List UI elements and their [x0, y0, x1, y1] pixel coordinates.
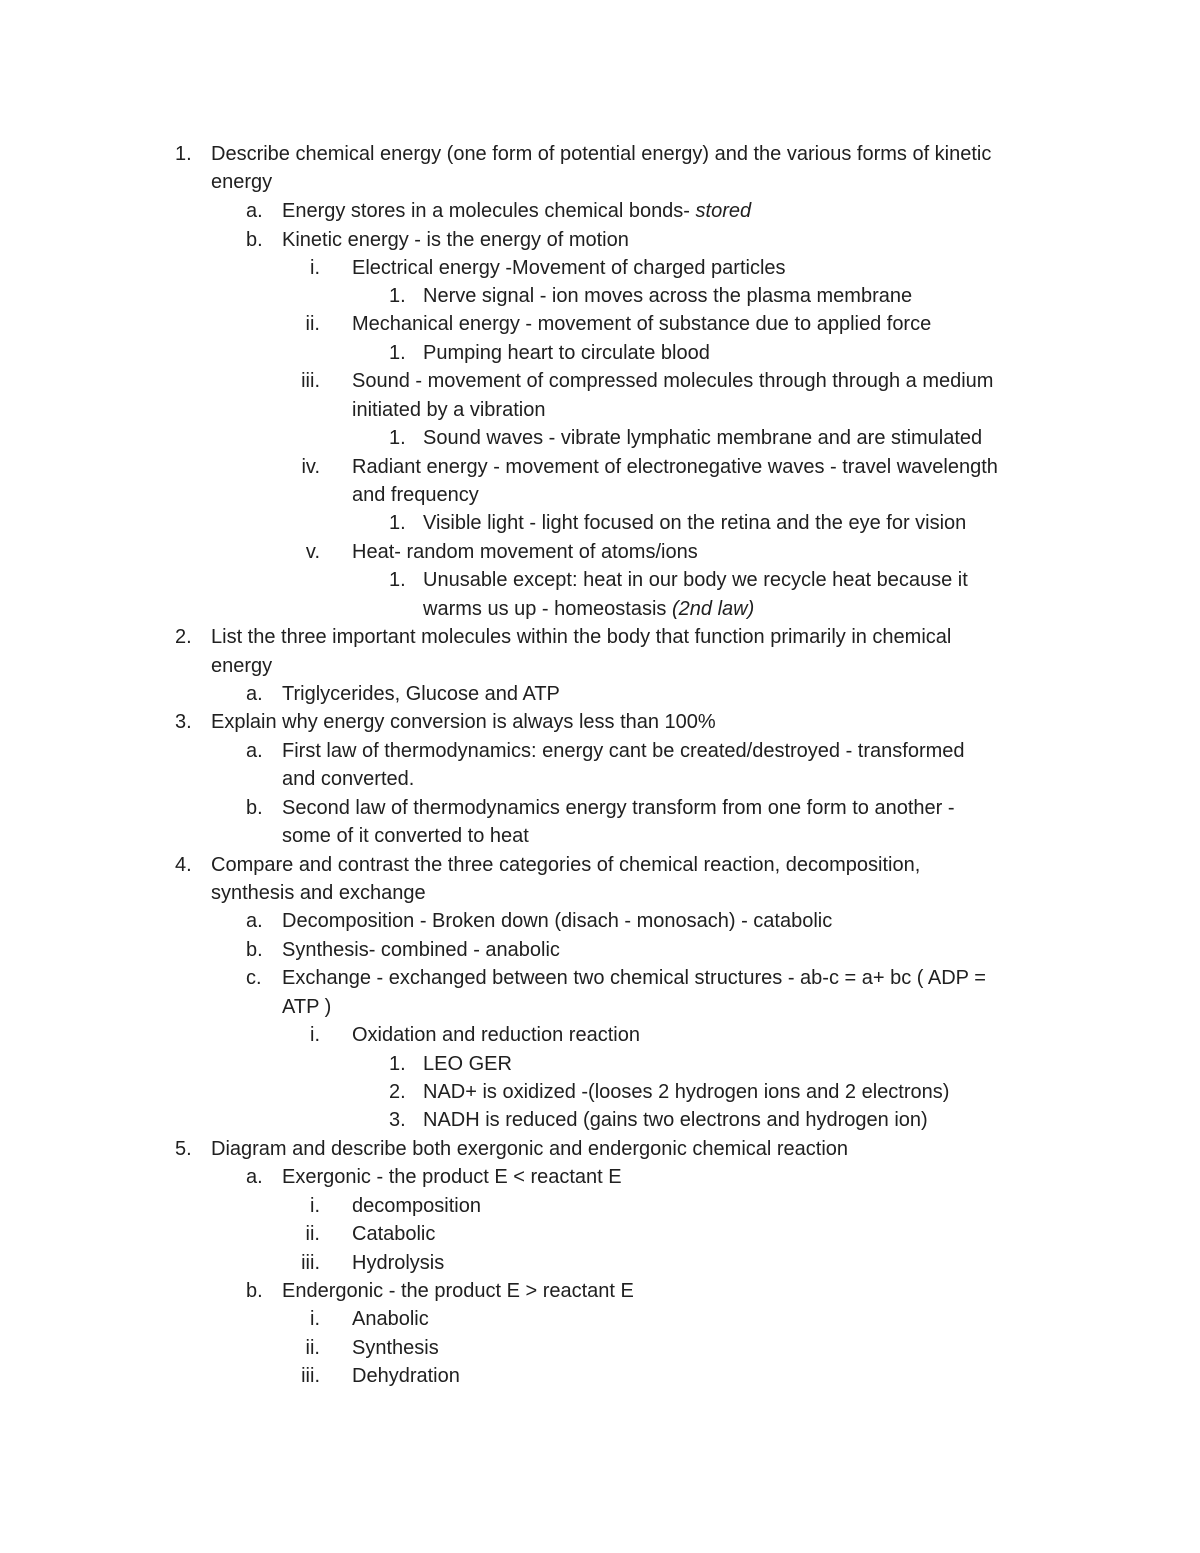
list-item-text: energy [211, 655, 273, 677]
list-marker: i. [310, 1024, 320, 1046]
list-marker: b. [246, 229, 263, 251]
list-marker: 1. [175, 143, 192, 165]
list-item-text: First law of thermodynamics: energy cant be created/destroyed - transformed [282, 740, 965, 762]
list-item-text: Visible light - light focused on the retina and the eye for vision [423, 512, 967, 534]
list-marker: 1. [389, 427, 406, 449]
list-item-text: Diagram and describe both exergonic and endergonic chemical reaction [211, 1138, 849, 1160]
list-item-text: Synthesis [352, 1337, 439, 1359]
list-marker: 1. [389, 569, 406, 591]
list-marker: v. [305, 541, 320, 563]
list-item-text: Oxidation and reduction reaction [352, 1024, 640, 1046]
list-item-text: Second law of thermodynamics energy transform from one form to another - [282, 797, 955, 819]
list-item-text: List the three important molecules within the body that function primarily in chemical [211, 626, 952, 648]
list-marker: c. [246, 967, 262, 989]
list-marker: 1. [389, 285, 406, 307]
list-item-text: synthesis and exchange [211, 882, 426, 904]
list-item-text: some of it converted to heat [282, 825, 529, 847]
list-item-text: Synthesis- combined - anabolic [282, 939, 560, 961]
list-marker: ii. [305, 1337, 320, 1359]
list-item-text: and converted. [282, 768, 415, 790]
list-item-text: Sound - movement of compressed molecules through through a medium [352, 370, 994, 392]
list-item-text: Exergonic - the product E < reactant E [282, 1166, 622, 1188]
list-marker: iii. [301, 1365, 320, 1387]
list-item-text: Anabolic [352, 1308, 429, 1330]
list-marker: i. [310, 1308, 320, 1330]
list-item-text: Kinetic energy - is the energy of motion [282, 229, 629, 251]
list-item-text: NAD+ is oxidized -(looses 2 hydrogen ions and 2 electrons) [423, 1081, 950, 1103]
list-marker: 1. [389, 342, 406, 364]
list-item-text: Endergonic - the product E > reactant E [282, 1280, 634, 1302]
list-item-text: energy [211, 171, 273, 193]
list-item-text [282, 197, 751, 225]
list-item-text: Nerve signal - ion moves across the plasma membrane [423, 285, 913, 307]
list-item-text-italic: stored [695, 200, 752, 222]
list-item-text: NADH is reduced (gains two electrons and hydrogen ion) [423, 1109, 928, 1131]
list-marker: i. [310, 257, 320, 279]
list-marker: iii. [301, 370, 320, 392]
list-marker: ii. [305, 313, 320, 335]
list-marker: a. [246, 200, 263, 222]
list-marker: a. [246, 910, 263, 932]
list-item-text-italic: (2nd law) [671, 598, 755, 620]
list-marker: a. [246, 740, 263, 762]
list-item-text: Electrical energy -Movement of charged particles [352, 257, 786, 279]
list-item-text: ATP ) [282, 996, 332, 1018]
list-marker: iv. [301, 456, 320, 478]
list-item-text [423, 595, 754, 623]
list-marker: a. [246, 1166, 263, 1188]
list-marker: 1. [389, 512, 406, 534]
list-item-text: Hydrolysis [352, 1252, 445, 1274]
list-item-text: Pumping heart to circulate blood [423, 342, 710, 364]
list-marker: b. [246, 939, 263, 961]
list-item-text: Decomposition - Broken down (disach - monosach) - catabolic [282, 910, 833, 932]
list-item-text: Heat- random movement of atoms/ions [352, 541, 698, 563]
list-marker: iii. [301, 1252, 320, 1274]
list-marker: b. [246, 1280, 263, 1302]
list-item-text: Mechanical energy - movement of substance due to applied force [352, 313, 932, 335]
list-item-text-main: warms us up - homeostasis [423, 598, 672, 620]
list-item-text: Describe chemical energy (one form of potential energy) and the various forms of kinetic [211, 143, 992, 165]
list-item-text: Sound waves - vibrate lymphatic membrane and are stimulated [423, 427, 983, 449]
list-item-text: Radiant energy - movement of electronegative waves - travel wavelength [352, 456, 998, 478]
list-item-text-main: Energy stores in a molecules chemical bonds- [282, 200, 696, 222]
list-marker: 1. [389, 1053, 406, 1075]
list-marker: ii. [305, 1223, 320, 1245]
list-marker: 4. [175, 854, 192, 876]
list-marker: a. [246, 683, 263, 705]
list-marker: i. [310, 1195, 320, 1217]
list-marker: 5. [175, 1138, 192, 1160]
list-marker: 3. [389, 1109, 406, 1131]
list-marker: 2. [175, 626, 192, 648]
list-item-text: Catabolic [352, 1223, 436, 1245]
list-item-text: LEO GER [423, 1053, 512, 1075]
list-item-text: Compare and contrast the three categories of chemical reaction, decomposition, [211, 854, 921, 876]
list-item-text: decomposition [352, 1195, 481, 1217]
list-marker: b. [246, 797, 263, 819]
list-item-text: Explain why energy conversion is always less than 100% [211, 711, 716, 733]
list-marker: 2. [389, 1081, 406, 1103]
list-marker: 3. [175, 711, 192, 733]
list-item-text: Unusable except: heat in our body we recycle heat because it [423, 569, 968, 591]
list-item-text: and frequency [352, 484, 479, 506]
list-item-text: Exchange - exchanged between two chemical structures - ab-c = a+ bc ( ADP = [282, 967, 986, 989]
list-item-text: initiated by a vibration [352, 399, 546, 421]
list-item-text: Dehydration [352, 1365, 460, 1387]
list-item-text: Triglycerides, Glucose and ATP [282, 683, 560, 705]
